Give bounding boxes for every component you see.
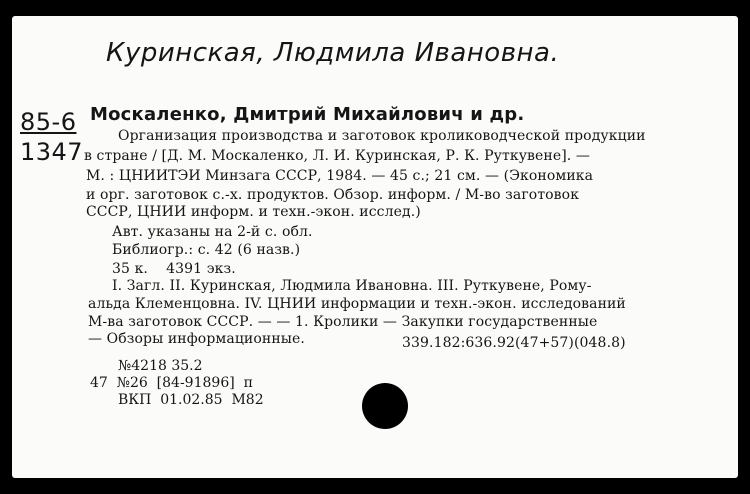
classification-index: 339.182:636.92(47+57)(048.8) bbox=[402, 335, 626, 351]
tracing-line-1: I. Загл. II. Куринская, Людмила Ивановна. III. Руткувене, Рому- bbox=[112, 278, 592, 294]
punch-hole bbox=[362, 383, 408, 429]
footer-line-1: №4218 35.2 bbox=[118, 358, 203, 374]
footer-line-2: 47 №26 [84-91896] п bbox=[90, 375, 253, 391]
tracing-line-2: альда Клеменцовна. IV. ЦНИИ информации и техн.-экон. исследований bbox=[88, 296, 626, 312]
tracing-line-3: М-ва заготовок СССР. — — 1. Кролики — Закупки государственные bbox=[88, 314, 598, 330]
description-line-5: СССР, ЦНИИ информ. и техн.-экон. исслед.) bbox=[86, 204, 421, 220]
description-line-3: М. : ЦНИИТЭИ Минзага СССР, 1984. — 45 с.; 21 см. — (Экономика bbox=[86, 168, 594, 184]
tracing-line-4: — Обзоры информационные. bbox=[88, 331, 305, 347]
record-heading: Москаленко, Дмитрий Михайлович и др. bbox=[90, 104, 525, 125]
description-line-4: и орг. заготовок с.-х. продуктов. Обзор. информ. / М-во заготовок bbox=[86, 187, 580, 203]
handwritten-name: Куринская, Людмила Ивановна. bbox=[106, 38, 560, 68]
note-price-copies: 35 к. 4391 экз. bbox=[112, 261, 236, 277]
description-line-2: в стране / [Д. М. Москаленко, Л. И. Куринская, Р. К. Руткувене]. — bbox=[84, 148, 590, 164]
note-authors: Авт. указаны на 2-й с. обл. bbox=[112, 224, 313, 240]
note-bibliography: Библиогр.: с. 42 (6 назв.) bbox=[112, 242, 301, 258]
footer-line-3: ВКП 01.02.85 М82 bbox=[118, 392, 264, 408]
shelf-mark-line-1: 85-6 bbox=[20, 108, 77, 136]
description-line-1: Организация производства и заготовок кролиководческой продукции bbox=[118, 128, 646, 144]
shelf-mark-line-2: 1347 bbox=[20, 138, 84, 166]
